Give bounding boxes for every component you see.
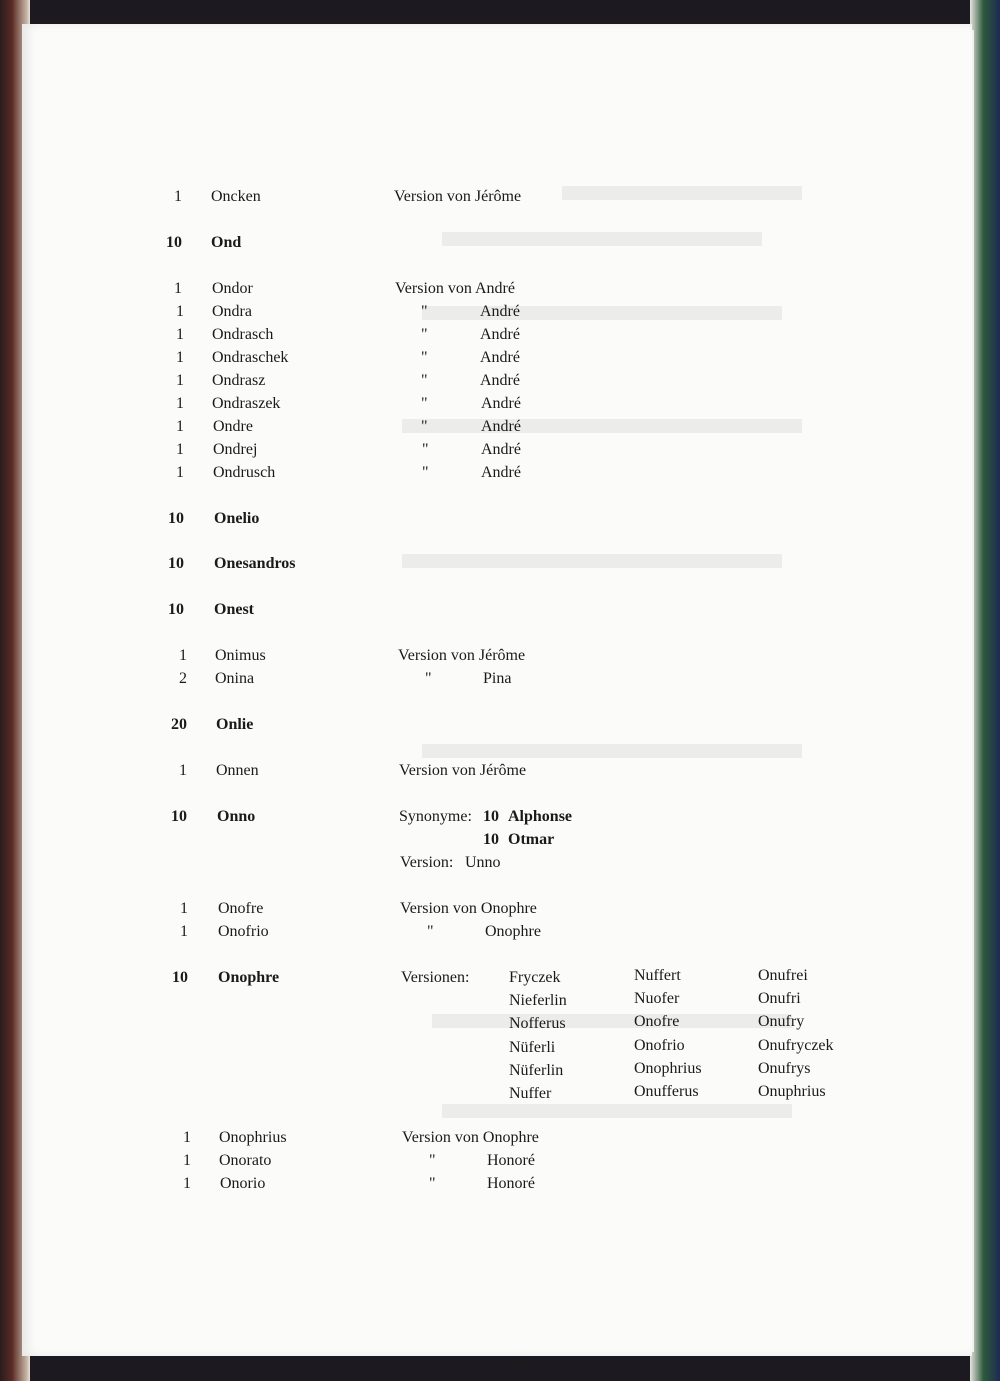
- ditto-mark: ": [429, 1152, 436, 1169]
- entry-name: Onina: [215, 670, 255, 687]
- entry-count: 10: [168, 510, 184, 527]
- entry-name: Ondrej: [213, 441, 258, 458]
- synonyms-label: Synonyme:: [399, 808, 472, 825]
- entry-count: 1: [176, 418, 184, 435]
- page-number: - 803 -: [494, 1355, 537, 1372]
- entry-ref: André: [481, 441, 521, 458]
- entry-name: Onophrius: [219, 1129, 287, 1146]
- versions-column-1: [509, 966, 567, 1105]
- entry-name: Oncken: [211, 188, 261, 205]
- ditto-mark: ": [422, 441, 429, 458]
- synonym-name: Otmar: [508, 831, 555, 848]
- entry-name: Onno: [217, 808, 256, 825]
- entry-note: Version von Jérôme: [394, 188, 522, 205]
- entry-count: 1: [180, 900, 188, 917]
- ditto-mark: ": [421, 326, 428, 343]
- version-item: Nofferus: [509, 1015, 566, 1033]
- entry-count: 10: [171, 808, 187, 825]
- entry-name: Onophre: [218, 969, 280, 986]
- entry-name: Ondrasch: [212, 326, 274, 343]
- entry-name: Onorato: [219, 1152, 272, 1169]
- entry-ref: André: [480, 303, 520, 320]
- entry-count: 2: [179, 670, 187, 687]
- entry-count: 20: [171, 716, 187, 733]
- entry-count: 1: [176, 372, 184, 389]
- entry-count: 10: [166, 234, 182, 251]
- entry-count: 10: [168, 555, 184, 572]
- ditto-mark: ": [422, 464, 429, 481]
- ditto-mark: ": [421, 372, 428, 389]
- entry-count: 1: [176, 395, 184, 412]
- entry-count: 10: [172, 969, 188, 986]
- synonym-count: 10: [483, 831, 499, 848]
- entry-ref: Honoré: [487, 1175, 535, 1192]
- synonym-count: 10: [483, 808, 499, 825]
- version-item: Nüferli: [509, 1038, 556, 1056]
- entry-count: 1: [179, 647, 187, 664]
- ditto-mark: ": [429, 1175, 436, 1192]
- entry-name: Ondraschek: [212, 349, 289, 366]
- version-item: Nuofer: [634, 990, 680, 1008]
- entry-ref: André: [481, 418, 521, 435]
- entry-count: 1: [176, 464, 184, 481]
- entry-count: 1: [180, 923, 188, 940]
- entry-name: Onofrio: [218, 923, 269, 940]
- version-item: Nuffert: [634, 967, 681, 984]
- entry-name: Ondrasz: [212, 372, 266, 389]
- entry-note: Version von Onophre: [402, 1129, 539, 1146]
- entry-count: 1: [174, 280, 182, 297]
- entry-name: Ondrusch: [213, 464, 276, 481]
- entry-count: 1: [176, 326, 184, 343]
- entry-name: Ond: [211, 234, 242, 251]
- version-item: Nüferlin: [509, 1061, 564, 1079]
- versions-label: Versionen:: [401, 969, 470, 986]
- version-item: Onofrio: [634, 1036, 685, 1054]
- entry-name: Ondra: [212, 303, 252, 320]
- version-name: Unno: [465, 854, 501, 871]
- version-item: Onufri: [758, 990, 801, 1008]
- entry-note: Version von André: [395, 280, 515, 297]
- entry-name: Onesandros: [214, 555, 296, 572]
- ditto-mark: ": [427, 923, 434, 940]
- version-item: Onufry: [758, 1013, 805, 1031]
- ditto-mark: ": [421, 303, 428, 320]
- entry-count: 1: [174, 188, 182, 205]
- version-item: Onuphrius: [758, 1083, 826, 1101]
- synonym-name: Alphonse: [508, 808, 573, 825]
- version-item: Nuffer: [509, 1085, 552, 1103]
- entry-name: Onofre: [218, 900, 264, 917]
- entry-name: Ondre: [213, 418, 253, 435]
- entry-count: 1: [176, 349, 184, 366]
- ditto-mark: ": [425, 670, 432, 687]
- entry-name: Onelio: [214, 510, 260, 527]
- version-item: Onufferus: [634, 1083, 699, 1101]
- ditto-mark: ": [421, 418, 428, 435]
- entry-count: 1: [179, 762, 187, 779]
- entry-note: Version von Jérôme: [398, 647, 526, 664]
- entry-name: Onnen: [216, 762, 259, 779]
- entry-ref: André: [480, 372, 520, 389]
- entry-ref: Honoré: [487, 1152, 535, 1169]
- entry-count: 1: [176, 441, 184, 458]
- version-item: Onufryczek: [758, 1036, 834, 1054]
- version-item: Onophrius: [634, 1059, 702, 1077]
- entry-ref: Onophre: [485, 923, 541, 940]
- version-label: Version:: [400, 854, 454, 871]
- version-item: Onufrys: [758, 1059, 811, 1077]
- ditto-mark: ": [421, 349, 428, 366]
- versions-column-2: [634, 964, 702, 1103]
- entry-ref: André: [480, 326, 520, 343]
- entry-name: Ondraszek: [212, 395, 281, 412]
- version-item: Onufrei: [758, 967, 808, 984]
- entry-ref: André: [481, 464, 521, 481]
- version-item: Nieferlin: [509, 992, 567, 1010]
- entry-count: 1: [176, 303, 184, 320]
- version-item: Onofre: [634, 1013, 680, 1031]
- entry-name: Onorio: [220, 1175, 266, 1192]
- entry-count: 1: [183, 1175, 191, 1192]
- entry-count: 1: [183, 1129, 191, 1146]
- entry-name: Ondor: [212, 280, 253, 297]
- entry-name: Onimus: [215, 647, 266, 664]
- entry-note: Version von Jérôme: [399, 762, 527, 779]
- entry-ref: André: [481, 395, 521, 412]
- entry-count: 1: [183, 1152, 191, 1169]
- versions-column-3: [758, 964, 834, 1103]
- entry-ref: Pina: [483, 670, 512, 687]
- ditto-mark: ": [421, 395, 428, 412]
- entry-ref: André: [480, 349, 520, 366]
- entry-note: Version von Onophre: [400, 900, 537, 917]
- entry-name: Onest: [214, 601, 254, 618]
- version-item: Fryczek: [509, 969, 561, 986]
- book-cover-right: [970, 0, 1000, 1381]
- entry-name: Onlie: [216, 716, 254, 733]
- entry-count: 10: [168, 601, 184, 618]
- book-page: [22, 24, 972, 1372]
